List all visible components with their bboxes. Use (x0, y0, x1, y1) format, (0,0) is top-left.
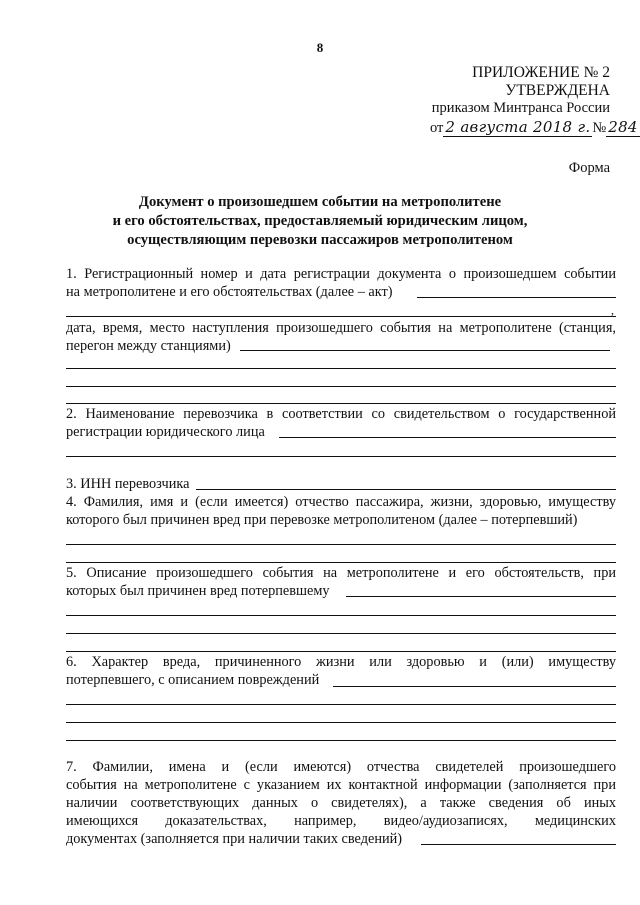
act-number-field[interactable] (417, 297, 616, 298)
handwritten-date: 2 августа 2018 г. (445, 118, 591, 136)
carrier-inn-field[interactable] (196, 489, 616, 490)
section-5-line-1: 5. Описание произошедшего события на метрополитене и его обстоятельств, при (66, 565, 616, 581)
witnesses-field[interactable] (421, 844, 616, 845)
section-7-line-3: наличии соответствующих данных о свидетелях), а также сведения об иных (66, 795, 616, 811)
section-7-line-2: события на метрополитене с указанием их контактной информации (заполняется при (66, 777, 616, 793)
section-1-line-2: на метрополитене и его обстоятельствах (далее – акт) (66, 284, 393, 300)
title-line-1: Документ о произошедшем событии на метрополитене (138, 194, 502, 210)
section-5-line-2: которых был причинен вред потерпевшему (66, 583, 330, 599)
victim-name-field[interactable] (66, 544, 616, 545)
appendix-label: ПРИЛОЖЕНИЕ № 2 (472, 64, 610, 81)
order-label: приказом Минтранса России (431, 100, 610, 116)
section-6-line-2: потерпевшего, с описанием повреждений (66, 672, 320, 688)
section-7-line-5: документах (заполняется при наличии таких сведений) (66, 831, 403, 847)
act-date-field[interactable] (66, 316, 616, 317)
number-prefix: № (592, 120, 607, 136)
damage-description-field[interactable] (333, 686, 616, 687)
damage-description-line-3[interactable] (66, 722, 616, 723)
approved-label: УТВЕРЖДЕНА (505, 82, 610, 99)
handwritten-number: 284 (608, 118, 638, 136)
event-place-field[interactable] (240, 350, 610, 351)
carrier-name-line-2[interactable] (66, 456, 616, 457)
carrier-name-field[interactable] (279, 437, 616, 438)
event-description-line-4[interactable] (66, 651, 616, 652)
event-description-line-2[interactable] (66, 615, 616, 616)
event-place-line-4[interactable] (66, 403, 616, 404)
page-number: 8 (316, 40, 324, 55)
damage-description-line-2[interactable] (66, 704, 616, 705)
form-label: Форма (568, 160, 610, 176)
section-1-line-3: дата, время, место наступления произошедшего события на метрополитене (станция, (66, 320, 616, 336)
event-place-line-2[interactable] (66, 368, 616, 369)
title-line-2: и его обстоятельствах, предоставляемый юридическим лицом, (112, 213, 528, 229)
section-7-line-4: имеющихся доказательствах, например, видео/аудиозаписях, медицинских (66, 813, 616, 829)
date-prefix: от (430, 120, 444, 136)
field-comma: , (611, 303, 614, 317)
section-1-line-1: 1. Регистрационный номер и дата регистрации документа о произошедшем событии (66, 266, 616, 282)
title-line-3: осуществляющим перевозки пассажиров метрополитеном (127, 232, 513, 248)
section-4-line-1: 4. Фамилия, имя и (если имеется) отчество пассажира, жизни, здоровью, имуществу (66, 494, 616, 510)
section-1-line-4: перегон между станциями) (66, 338, 231, 354)
event-place-line-3[interactable] (66, 386, 616, 387)
section-3-line-1: 3. ИНН перевозчика (66, 476, 190, 492)
document-title (0, 193, 640, 250)
order-date-line (430, 118, 640, 137)
section-7-line-1: 7. Фамилии, имена и (если имеются) отчества свидетелей произошедшего (66, 759, 616, 775)
section-6-line-1: 6. Характер вреда, причиненного жизни или здоровью и (или) имуществу (66, 654, 616, 670)
section-2-line-1: 2. Наименование перевозчика в соответствии со свидетельством о государственной (66, 406, 616, 422)
victim-name-line-2[interactable] (66, 562, 616, 563)
event-description-field[interactable] (346, 596, 616, 597)
section-2-line-2: регистрации юридического лица (66, 424, 265, 440)
damage-description-line-4[interactable] (66, 740, 616, 741)
event-description-line-3[interactable] (66, 633, 616, 634)
section-4-line-2: которого был причинен вред при перевозке метрополитеном (далее – потерпевший) (66, 512, 578, 528)
